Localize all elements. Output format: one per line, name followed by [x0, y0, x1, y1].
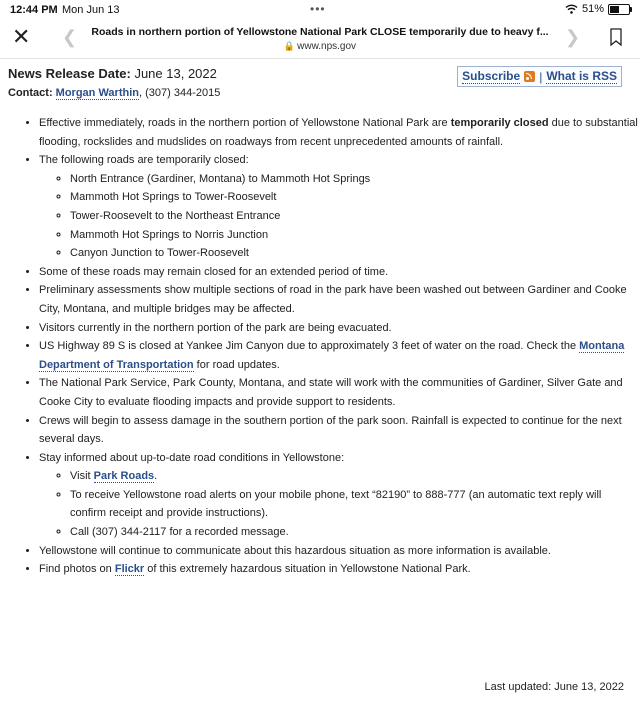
forward-chevron-icon[interactable]: ❯	[565, 27, 581, 47]
url-text: www.nps.gov	[297, 41, 357, 52]
list-item: ◦ Visit Park Roads.	[70, 467, 640, 486]
page-title: Roads in northern portion of Yellowstone National Park CLOSE temporarily due to heavy f...	[91, 26, 549, 38]
list-item: • Visitors currently in the northern portion of the park are being evacuated.	[39, 319, 640, 338]
lock-icon: 🔒	[283, 41, 296, 51]
subscribe-link[interactable]: Subscribe	[462, 69, 521, 83]
stay-informed-list	[39, 467, 640, 541]
flickr-link[interactable]: Flickr	[114, 563, 145, 576]
release-date-label: News Release Date:	[8, 66, 131, 81]
list-item: • Effective immediately, roads in the northern portion of Yellowstone National Park are temporarily closed due to substantial flooding, rockslides and mudslides on roadways from recent unprecedented amounts of rainfall.	[39, 114, 640, 151]
list-item: • Stay informed about up-to-date road conditions in Yellowstone: ◦ Visit Park Roads. ◦ To receive Yellowstone road alerts on your mobile phone, text “82190” to 888-777 (an automatic text reply will confirm receipt and provide instructions). ◦ Call (307) 344-2117 for a recorded message.	[39, 449, 640, 542]
status-time: 12:44 PM	[10, 4, 58, 16]
list-item: • Preliminary assessments show multiple sections of road in the park have been washed out between Gardiner and Cooke City, Montana, and multiple bridges may be affected.	[39, 281, 640, 318]
list-item: • Some of these roads may remain closed for an extended period of time.	[39, 263, 640, 282]
list-item: • US Highway 89 S is closed at Yankee Jim Canyon due to approximately 3 feet of water on the road. Check the Montana Department of Transportation for road updates.	[39, 337, 640, 374]
close-icon[interactable]: ✕	[12, 24, 31, 49]
mdt-link[interactable]: Montana Department of Transportation	[39, 340, 625, 371]
back-chevron-icon[interactable]: ❮	[62, 27, 78, 47]
closed-roads-list	[39, 170, 640, 263]
multitask-dots-icon[interactable]: •••	[310, 2, 326, 16]
status-bar	[0, 0, 640, 20]
battery-icon	[608, 4, 630, 15]
contact-label: Contact:	[8, 87, 56, 99]
closed-road-item: ◦ North Entrance (Gardiner, Montana) to Mammoth Hot Springs	[70, 170, 640, 189]
contact-line	[8, 87, 632, 99]
status-right	[565, 3, 630, 15]
list-item: ◦ To receive Yellowstone road alerts on your mobile phone, text “82190” to 888-777 (an automatic text reply will confirm receipt and provide instructions).	[70, 486, 640, 523]
wifi-icon	[565, 4, 578, 14]
separator: |	[539, 69, 543, 84]
list-item: ◦ Call (307) 344-2117 for a recorded message.	[70, 523, 640, 542]
release-date: June 13, 2022	[130, 66, 217, 81]
closed-road-item: ◦ Mammoth Hot Springs to Tower-Roosevelt	[70, 188, 640, 207]
contact-name-link[interactable]: Morgan Warthin	[55, 87, 139, 99]
bookmark-icon[interactable]	[610, 28, 622, 46]
main-bullet-list	[0, 114, 640, 579]
release-body	[0, 114, 640, 579]
rss-icon[interactable]	[524, 71, 535, 82]
emphasis-text: temporarily closed	[450, 117, 549, 129]
contact-phone: , (307) 344-2015	[138, 87, 221, 99]
list-item: • Yellowstone will continue to communicate about this hazardous situation as more information is available.	[39, 542, 640, 561]
closed-road-item: ◦ Tower-Roosevelt to the Northeast Entrance	[70, 207, 640, 226]
last-updated: Last updated: June 13, 2022	[484, 681, 624, 693]
list-item: • The following roads are temporarily closed: ◦ North Entrance (Gardiner, Montana) to Mammoth Hot Springs ◦ Mammoth Hot Springs to Tower-Roosevelt ◦ Tower-Roosevelt to the Northeast Entrance ◦ Mammoth Hot Springs to Norris Junction ◦ Canyon Junction to Tower-Roosevelt	[39, 151, 640, 263]
what-is-rss-link[interactable]: What is RSS	[546, 69, 617, 83]
battery-percent: 51%	[581, 3, 604, 15]
status-date: Mon Jun 13	[62, 4, 120, 16]
subscribe-box	[457, 66, 622, 87]
browser-toolbar	[0, 20, 640, 59]
park-roads-link[interactable]: Park Roads	[93, 470, 155, 483]
release-header	[8, 66, 632, 99]
list-item: • Crews will begin to assess damage in the southern portion of the park soon. Rainfall is expected to continue for the next several days.	[39, 412, 640, 449]
list-item: • Find photos on Flickr of this extremely hazardous situation in Yellowstone National Park.	[39, 560, 640, 579]
closed-road-item: ◦ Mammoth Hot Springs to Norris Junction	[70, 226, 640, 245]
url-display[interactable]	[90, 41, 550, 52]
closed-road-item: ◦ Canyon Junction to Tower-Roosevelt	[70, 244, 640, 263]
list-item: • The National Park Service, Park County, Montana, and state will work with the communities of Gardiner, Silver Gate and Cooke City to evaluate flooding impacts and provide support to residents.	[39, 374, 640, 411]
